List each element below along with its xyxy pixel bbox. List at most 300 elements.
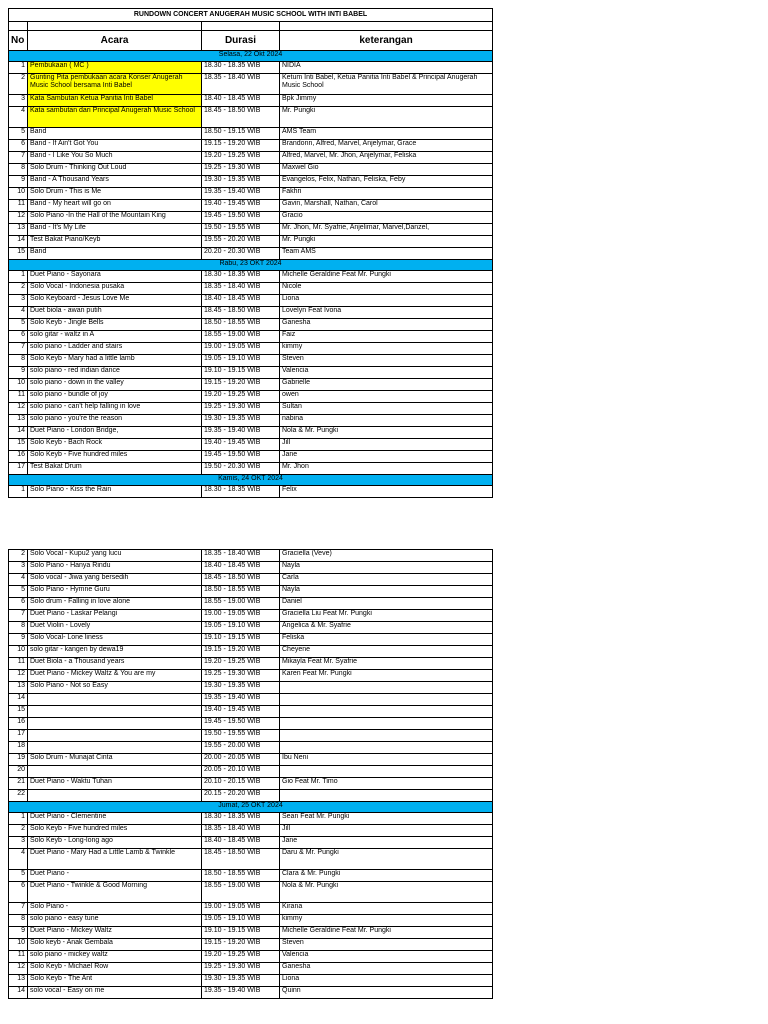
table-row: [9, 236, 493, 248]
title-row: [9, 9, 493, 22]
row-acara: Solo Piano -In the Hall of the Mountain King: [28, 212, 202, 224]
row-keterangan: Liona: [280, 975, 493, 987]
row-acara: Duet Piano -: [28, 870, 202, 882]
row-acara: Gunting Pita pembukaan acara Konser Anugerah Music School bersama Inti Babel: [28, 74, 202, 95]
row-keterangan: Mr. Jhon, Mr. Syafrie, Anjelimar, Marvel,Danzel,: [280, 224, 493, 236]
row-acara: Solo keyb - Anak Gembala: [28, 939, 202, 951]
row-acara: solo vocal - Easy on me: [28, 987, 202, 999]
row-number: 12: [9, 963, 28, 975]
row-number: 15: [9, 248, 28, 260]
row-keterangan: Gavin, Marshall, Nathan, Carol: [280, 200, 493, 212]
row-keterangan: Jill: [280, 439, 493, 451]
day-header-rabu: Rabu, 23 OKT 2024: [9, 260, 493, 271]
row-keterangan: [280, 766, 493, 778]
row-acara: Test Bakat Piano/Keyb: [28, 236, 202, 248]
table-row: [9, 224, 493, 236]
row-acara: Solo Keyb - Long-long ago: [28, 837, 202, 849]
table-row: [9, 622, 493, 634]
table-row: [9, 882, 493, 903]
row-durasi: 19.25 - 19.30 WIB: [202, 403, 280, 415]
row-keterangan: Nicole: [280, 283, 493, 295]
table-row: [9, 200, 493, 212]
row-keterangan: Daniel: [280, 598, 493, 610]
row-keterangan: Carla: [280, 574, 493, 586]
row-keterangan: Nayla: [280, 586, 493, 598]
row-number: 2: [9, 283, 28, 295]
row-durasi: 19.20 - 19.25 WIB: [202, 152, 280, 164]
document-title: RUNDOWN CONCERT ANUGERAH MUSIC SCHOOL WITH INTI BABEL: [9, 9, 493, 22]
row-durasi: 20.20 - 20.30 WIB: [202, 248, 280, 260]
row-acara: Band - It's My Life: [28, 224, 202, 236]
row-keterangan: Nola & Mr. Pungki: [280, 427, 493, 439]
row-number: 6: [9, 140, 28, 152]
row-keterangan: Jill: [280, 825, 493, 837]
table-row: [9, 343, 493, 355]
table-row: [9, 152, 493, 164]
table-row: [9, 391, 493, 403]
row-durasi: 19.25 - 19.30 WIB: [202, 963, 280, 975]
row-acara: Duet Piano - Clementine: [28, 813, 202, 825]
rundown-sheet-page-2: [8, 549, 492, 999]
row-keterangan: Feliska: [280, 634, 493, 646]
row-durasi: 18.30 - 18.35 WIB: [202, 813, 280, 825]
table-row: [9, 188, 493, 200]
row-acara: solo gitar - kangen by dewa19: [28, 646, 202, 658]
row-number: 15: [9, 706, 28, 718]
row-acara: Kata Sambutan Ketua Panitia Inti Babel: [28, 95, 202, 107]
row-durasi: 19.30 - 19.35 WIB: [202, 415, 280, 427]
row-number: 9: [9, 927, 28, 939]
row-durasi: 18.30 - 18.35 WIB: [202, 486, 280, 498]
row-acara: solo piano - red indian dance: [28, 367, 202, 379]
row-number: 8: [9, 355, 28, 367]
row-keterangan: NIDIA: [280, 62, 493, 74]
row-number: 3: [9, 95, 28, 107]
day-header-kamis: Kamis, 24 OKT 2024: [9, 475, 493, 486]
row-acara: Solo Keyb - The Ant: [28, 975, 202, 987]
row-keterangan: Sean Feat Mr. Pungki: [280, 813, 493, 825]
table-row: [9, 849, 493, 870]
row-acara: Solo Vocal - Kupu2 yang lucu: [28, 550, 202, 562]
row-number: 1: [9, 62, 28, 74]
row-keterangan: Valencia: [280, 367, 493, 379]
table-row: [9, 813, 493, 825]
row-acara: [28, 730, 202, 742]
row-number: 20: [9, 766, 28, 778]
row-number: 10: [9, 646, 28, 658]
row-durasi: 18.45 - 18.50 WIB: [202, 849, 280, 870]
table-row: [9, 550, 493, 562]
table-row: [9, 574, 493, 586]
table-row: [9, 730, 493, 742]
table-row: [9, 164, 493, 176]
row-keterangan: Brandonn, Alfred, Marvel, Anjelymar, Grace: [280, 140, 493, 152]
table-row: [9, 658, 493, 670]
header-durasi: Durasi: [202, 31, 280, 51]
row-number: 14: [9, 987, 28, 999]
table-row: [9, 939, 493, 951]
row-acara: Solo Piano -: [28, 903, 202, 915]
row-acara: Duet biola - awan putih: [28, 307, 202, 319]
row-durasi: 19.50 - 19.55 WIB: [202, 730, 280, 742]
row-number: 13: [9, 975, 28, 987]
row-acara: Duet Piano - Laskar Pelangi: [28, 610, 202, 622]
row-acara: Solo Piano - Not so Easy: [28, 682, 202, 694]
day-header-jumat: Jumat, 25 OKT 2024: [9, 802, 493, 813]
row-keterangan: Ketum Inti Babel, Ketua Panitia Inti Babel & Principal Anugerah Music School: [280, 74, 493, 95]
row-acara: Solo Vocal- Lone liness: [28, 634, 202, 646]
row-acara: Band - A Thousand Years: [28, 176, 202, 188]
row-number: 17: [9, 463, 28, 475]
row-durasi: 19.10 - 19.15 WIB: [202, 634, 280, 646]
row-durasi: 19.45 - 19.50 WIB: [202, 718, 280, 730]
day-header-row: [9, 802, 493, 813]
row-number: 15: [9, 439, 28, 451]
row-keterangan: [280, 682, 493, 694]
row-acara: solo piano - mickey waltz: [28, 951, 202, 963]
row-keterangan: Ganesha: [280, 963, 493, 975]
table-row: [9, 778, 493, 790]
row-durasi: 19.20 - 19.25 WIB: [202, 658, 280, 670]
row-number: 11: [9, 200, 28, 212]
table-row: [9, 598, 493, 610]
row-number: 1: [9, 813, 28, 825]
row-durasi: 19.15 - 19.20 WIB: [202, 646, 280, 658]
row-number: 10: [9, 379, 28, 391]
table-row: [9, 825, 493, 837]
row-durasi: 19.30 - 19.35 WIB: [202, 682, 280, 694]
row-keterangan: Michelle Geraldine Feat Mr. Pungki: [280, 927, 493, 939]
row-durasi: 19.00 - 19.05 WIB: [202, 610, 280, 622]
row-durasi: 19.05 - 19.10 WIB: [202, 915, 280, 927]
row-number: 7: [9, 343, 28, 355]
row-durasi: 18.55 - 19.00 WIB: [202, 331, 280, 343]
table-row: [9, 451, 493, 463]
row-number: 22: [9, 790, 28, 802]
table-row: [9, 790, 493, 802]
row-acara: Duet Piano - Sayonara: [28, 271, 202, 283]
row-number: 8: [9, 622, 28, 634]
row-keterangan: Quinn: [280, 987, 493, 999]
row-acara: Duet Piano - London Bridge,: [28, 427, 202, 439]
row-durasi: 19.50 - 20.30 WIB: [202, 463, 280, 475]
table-row: [9, 307, 493, 319]
day-header-row: [9, 51, 493, 62]
row-durasi: 19.15 - 19.20 WIB: [202, 140, 280, 152]
table-row: [9, 682, 493, 694]
row-number: 12: [9, 670, 28, 682]
row-acara: Duet Violin - Lovely: [28, 622, 202, 634]
row-keterangan: Faiz: [280, 331, 493, 343]
row-durasi: 19.05 - 19.10 WIB: [202, 622, 280, 634]
row-durasi: 18.30 - 18.35 WIB: [202, 62, 280, 74]
row-number: 4: [9, 107, 28, 128]
row-acara: Solo Drum - Munajat Cinta: [28, 754, 202, 766]
row-number: 13: [9, 224, 28, 236]
row-durasi: 19.25 - 19.30 WIB: [202, 670, 280, 682]
row-acara: Band - If Ain't Got You: [28, 140, 202, 152]
table-row: [9, 463, 493, 475]
row-number: 16: [9, 718, 28, 730]
row-acara: solo piano - can't help falling in love: [28, 403, 202, 415]
row-number: 3: [9, 295, 28, 307]
table-row: [9, 271, 493, 283]
row-keterangan: Fakhri: [280, 188, 493, 200]
row-keterangan: Liona: [280, 295, 493, 307]
row-number: 11: [9, 658, 28, 670]
row-keterangan: Ibu Neni: [280, 754, 493, 766]
row-keterangan: Alfred, Marvel, Mr. Jhon, Anjelymar, Feliska: [280, 152, 493, 164]
row-number: 14: [9, 236, 28, 248]
table-row: [9, 486, 493, 498]
row-durasi: 18.35 - 18.40 WIB: [202, 550, 280, 562]
row-number: 5: [9, 870, 28, 882]
table-row: [9, 331, 493, 343]
table-row: [9, 176, 493, 188]
table-row: [9, 74, 493, 95]
row-durasi: 18.40 - 18.45 WIB: [202, 837, 280, 849]
row-acara: Solo Piano - Hymne Guru: [28, 586, 202, 598]
row-durasi: 20.10 - 20.15 WIB: [202, 778, 280, 790]
rundown-table-1: [8, 8, 493, 498]
row-keterangan: Steven: [280, 355, 493, 367]
row-acara: Solo Keyb - Five hundred miles: [28, 451, 202, 463]
row-number: 5: [9, 586, 28, 598]
row-acara: Band - My heart will go on: [28, 200, 202, 212]
row-keterangan: Mr. Pungki: [280, 107, 493, 128]
table-row: [9, 975, 493, 987]
row-number: 18: [9, 742, 28, 754]
row-number: 10: [9, 939, 28, 951]
day4-rows: [9, 813, 493, 999]
table-row: [9, 95, 493, 107]
row-acara: Duet Piano - Mickey Waltz & You are my: [28, 670, 202, 682]
row-number: 8: [9, 915, 28, 927]
row-number: 3: [9, 837, 28, 849]
table-row: [9, 987, 493, 999]
row-keterangan: Graciella Liu Feat Mr. Pungki: [280, 610, 493, 622]
row-durasi: 19.25 - 19.30 WIB: [202, 164, 280, 176]
table-row: [9, 742, 493, 754]
row-number: 12: [9, 403, 28, 415]
day2-rows: [9, 271, 493, 475]
row-durasi: 18.45 - 18.50 WIB: [202, 574, 280, 586]
row-acara: Duet Piano - Mickey Waltz: [28, 927, 202, 939]
row-keterangan: Michelle Geraldine Feat Mr. Pungki: [280, 271, 493, 283]
row-durasi: 18.30 - 18.35 WIB: [202, 271, 280, 283]
row-durasi: 19.35 - 19.40 WIB: [202, 188, 280, 200]
table-row: [9, 718, 493, 730]
table-row: [9, 367, 493, 379]
row-acara: Solo Drum - Thinking Out Loud: [28, 164, 202, 176]
row-keterangan: [280, 742, 493, 754]
row-number: 17: [9, 730, 28, 742]
row-acara: solo gitar - waltz in A: [28, 331, 202, 343]
row-keterangan: Gio Feat Mr. Timo: [280, 778, 493, 790]
day1-rows: [9, 62, 493, 260]
day3-rows-b: [9, 550, 493, 802]
row-number: 4: [9, 849, 28, 870]
row-number: 5: [9, 128, 28, 140]
row-durasi: 19.20 - 19.25 WIB: [202, 951, 280, 963]
row-keterangan: [280, 790, 493, 802]
table-row: [9, 427, 493, 439]
row-number: 14: [9, 427, 28, 439]
row-keterangan: Mikayla Feat Mr. Syafrie: [280, 658, 493, 670]
table-row: [9, 646, 493, 658]
row-durasi: 19.10 - 19.15 WIB: [202, 367, 280, 379]
table-row: [9, 694, 493, 706]
row-number: 11: [9, 391, 28, 403]
row-durasi: 19.15 - 19.20 WIB: [202, 939, 280, 951]
row-acara: [28, 790, 202, 802]
table-row: [9, 586, 493, 598]
row-durasi: 19.45 - 19.50 WIB: [202, 451, 280, 463]
row-number: 12: [9, 212, 28, 224]
row-durasi: 19.10 - 19.15 WIB: [202, 927, 280, 939]
row-keterangan: Nola & Mr. Pungki: [280, 882, 493, 903]
table-row: [9, 212, 493, 224]
row-number: 5: [9, 319, 28, 331]
row-acara: Solo Keyb - Jingle Bells: [28, 319, 202, 331]
row-durasi: 18.40 - 18.45 WIB: [202, 95, 280, 107]
row-durasi: 19.05 - 19.10 WIB: [202, 355, 280, 367]
day-header-row: [9, 475, 493, 486]
row-durasi: 18.50 - 19.15 WIB: [202, 128, 280, 140]
row-keterangan: Evangelos, Felix, Nathan, Feliska, Feby: [280, 176, 493, 188]
row-keterangan: Nayla: [280, 562, 493, 574]
row-acara: solo piano - down in the valley: [28, 379, 202, 391]
row-acara: Solo Drum - This is Me: [28, 188, 202, 200]
blank-row: [9, 22, 493, 31]
row-keterangan: Maxwel Gio: [280, 164, 493, 176]
row-number: 7: [9, 152, 28, 164]
row-durasi: 19.00 - 19.05 WIB: [202, 343, 280, 355]
row-keterangan: Angelica & Mr. Syafrie: [280, 622, 493, 634]
table-row: [9, 706, 493, 718]
table-row: [9, 140, 493, 152]
row-durasi: 19.30 - 19.35 WIB: [202, 176, 280, 188]
row-number: 10: [9, 188, 28, 200]
rundown-table-2: [8, 549, 493, 999]
row-number: 6: [9, 882, 28, 903]
row-durasi: 19.20 - 19.25 WIB: [202, 391, 280, 403]
row-keterangan: Steven: [280, 939, 493, 951]
row-durasi: 20.00 - 20.05 WIB: [202, 754, 280, 766]
row-durasi: 18.50 - 18.55 WIB: [202, 870, 280, 882]
row-keterangan: kimmy: [280, 343, 493, 355]
row-number: 9: [9, 634, 28, 646]
row-acara: solo piano - Ladder and stairs: [28, 343, 202, 355]
header-row: [9, 31, 493, 51]
row-acara: Test Bakat Drum: [28, 463, 202, 475]
table-row: [9, 415, 493, 427]
table-row: [9, 927, 493, 939]
row-number: 2: [9, 74, 28, 95]
row-number: 9: [9, 176, 28, 188]
row-number: 13: [9, 682, 28, 694]
row-acara: Band: [28, 128, 202, 140]
row-keterangan: Felix: [280, 486, 493, 498]
row-acara: Pembukaan ( MC ): [28, 62, 202, 74]
row-acara: Solo Keyb - Michael Row: [28, 963, 202, 975]
table-row: [9, 562, 493, 574]
table-row: [9, 766, 493, 778]
row-keterangan: Jane: [280, 837, 493, 849]
row-number: 6: [9, 331, 28, 343]
row-number: 2: [9, 825, 28, 837]
row-keterangan: Gracio: [280, 212, 493, 224]
table-row: [9, 403, 493, 415]
row-durasi: 18.35 - 18.40 WIB: [202, 283, 280, 295]
row-keterangan: Team AMS: [280, 248, 493, 260]
table-row: [9, 248, 493, 260]
row-durasi: 19.35 - 19.40 WIB: [202, 427, 280, 439]
row-durasi: 19.40 - 19.45 WIB: [202, 200, 280, 212]
row-acara: Duet Piano - Mary Had a Little Lamb & Twinkle: [28, 849, 202, 870]
row-acara: Solo vocal - Jiwa yang bersedih: [28, 574, 202, 586]
row-durasi: 19.35 - 19.40 WIB: [202, 987, 280, 999]
row-acara: solo piano - easy tune: [28, 915, 202, 927]
table-row: [9, 379, 493, 391]
row-acara: Duet Piano - Waktu Tuhan: [28, 778, 202, 790]
table-row: [9, 610, 493, 622]
row-number: 4: [9, 307, 28, 319]
row-acara: Solo Piano - Kiss the Rain: [28, 486, 202, 498]
row-keterangan: Karen Feat Mr. Pungki: [280, 670, 493, 682]
row-keterangan: Jane: [280, 451, 493, 463]
row-durasi: 18.55 - 19.00 WIB: [202, 882, 280, 903]
row-number: 16: [9, 451, 28, 463]
row-durasi: 19.35 - 19.40 WIB: [202, 694, 280, 706]
row-keterangan: Graciella (Veve): [280, 550, 493, 562]
row-acara: Band - I Like You So Much: [28, 152, 202, 164]
row-number: 8: [9, 164, 28, 176]
row-keterangan: Mr. Pungki: [280, 236, 493, 248]
table-row: [9, 439, 493, 451]
table-row: [9, 915, 493, 927]
row-acara: Duet Biola - a Thousand years: [28, 658, 202, 670]
rundown-sheet-page-1: [8, 8, 492, 498]
table-row: [9, 107, 493, 128]
row-number: 6: [9, 598, 28, 610]
row-keterangan: [280, 706, 493, 718]
day-header-selasa: Selasa, 22 Okt 2024: [9, 51, 493, 62]
row-acara: [28, 694, 202, 706]
table-row: [9, 634, 493, 646]
row-durasi: 19.40 - 19.45 WIB: [202, 439, 280, 451]
row-acara: [28, 718, 202, 730]
row-keterangan: Clara & Mr. Pungki: [280, 870, 493, 882]
row-acara: Duet Piano - Twinkle & Good Morning: [28, 882, 202, 903]
row-durasi: 18.45 - 18.50 WIB: [202, 107, 280, 128]
row-keterangan: [280, 718, 493, 730]
row-keterangan: Valencia: [280, 951, 493, 963]
row-durasi: 19.15 - 19.20 WIB: [202, 379, 280, 391]
row-number: 11: [9, 951, 28, 963]
row-number: 13: [9, 415, 28, 427]
row-acara: solo piano - you're the reason: [28, 415, 202, 427]
day3-rows-a: [9, 486, 493, 498]
header-keterangan: keterangan: [280, 31, 493, 51]
row-keterangan: nabina: [280, 415, 493, 427]
header-no: No: [9, 31, 28, 51]
table-row: [9, 963, 493, 975]
row-durasi: 18.50 - 18.55 WIB: [202, 319, 280, 331]
header-acara: Acara: [28, 31, 202, 51]
row-durasi: 18.45 - 18.50 WIB: [202, 307, 280, 319]
row-number: 14: [9, 694, 28, 706]
